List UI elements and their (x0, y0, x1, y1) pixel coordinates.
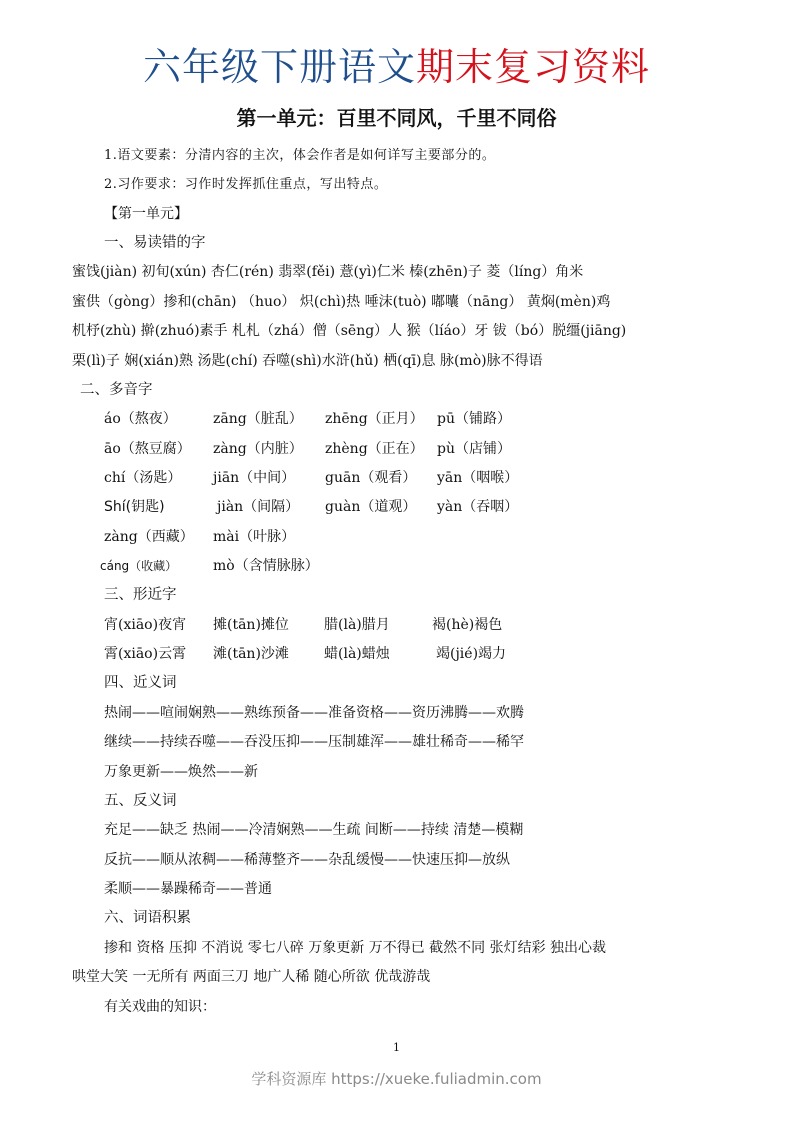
vocabulary-line: 哄堂大笑 一无所有 两面三刀 地广人稀 随心所欲 优哉游哉 (72, 969, 431, 985)
misread-line: 栗(lì)子 娴(xián)熟 汤匙(chí) 吞噬(shì)水浒(hǔ) 栖(qī)息 脉(mò)脉不得语 (72, 353, 543, 369)
polyphone-entry: zàng（内脏） (213, 441, 303, 457)
polyphone-row (104, 526, 295, 548)
section-heading-synonyms: 四、近义词 (104, 675, 177, 691)
page-number: 1 (393, 1041, 400, 1054)
polyphone-entry: guàn（道观） (325, 499, 417, 515)
similar-char-entry: 蜡(là)蜡烛 (324, 646, 390, 662)
antonym-line: 充足——缺乏 热闹——冷清娴熟——生疏 间断——持续 清楚—模糊 (104, 822, 524, 838)
similar-char-entry: 竭(jié)竭力 (436, 646, 507, 662)
polyphone-entry: chí（汤匙） (104, 470, 182, 486)
synonym-line: 继续——持续吞噬——吞没压抑——压制雄浑——雄壮稀奇——稀罕 (104, 734, 524, 750)
polyphone-row (104, 438, 511, 460)
polyphone-entry: zāng（脏乱） (213, 411, 303, 427)
section-heading-polyphones: 二、多音字 (80, 382, 153, 398)
polyphone-entry: Shí(钥匙) (104, 499, 165, 515)
synonym-line: 万象更新——焕然——新 (104, 764, 258, 780)
section-heading-antonyms: 五、反义词 (104, 793, 177, 809)
polyphone-entry: zàng（西藏） (104, 529, 194, 545)
requirement-reading: 1.语文要素：分清内容的主次，体会作者是如何详写主要部分的。 (104, 148, 496, 163)
similar-char-entry: 褐(hè)褐色 (432, 617, 503, 633)
section-heading-vocabulary: 六、词语积累 (104, 910, 191, 926)
polyphone-row (104, 467, 518, 489)
polyphone-entry: guān（观看） (325, 470, 417, 486)
polyphone-entry: zhèng（正在） (325, 441, 424, 457)
title-part-review: 期末复习资料 (416, 45, 651, 89)
similar-char-entry: 摊(tān)摊位 (213, 617, 289, 633)
polyphone-entry: áo（熬夜） (104, 411, 177, 427)
requirement-writing: 2.习作要求：习作时发挥抓住重点，写出特点。 (104, 177, 388, 192)
similar-char-entry: 霄(xiāo)云霄 (104, 646, 187, 662)
polyphone-row (100, 555, 319, 577)
unit-subtitle: 第一单元：百里不同风，千里不同俗 (236, 106, 557, 130)
unit-label: 【第一单元】 (104, 206, 188, 222)
section-heading-misread-chars: 一、易读错的字 (104, 235, 206, 251)
section-heading-similar-chars: 三、形近字 (104, 587, 177, 603)
polyphone-row (104, 496, 518, 518)
polyphone-entry: cáng（收藏） (100, 559, 178, 573)
vocabulary-line: 掺和 资格 压抑 不消说 零七八碎 万象更新 万不得已 截然不同 张灯结彩 独出心裁 (104, 940, 607, 956)
similar-char-entry: 宵(xiāo)夜宵 (104, 617, 187, 633)
polyphone-entry: zhēng（正月） (325, 411, 424, 427)
polyphone-entry: mò（含情脉脉） (213, 558, 319, 574)
polyphone-entry: āo（熬豆腐） (104, 441, 191, 457)
misread-line: 蜜饯(jiàn) 初旬(xún) 杏仁(rén) 翡翠(fěi) 薏(yì)仁米 榛(zhēn)子 菱（líng）角米 (72, 264, 584, 280)
footer-source: 学科资源库 https://xueke.fuliadmin.com (251, 1070, 542, 1088)
polyphone-entry: jiàn（间隔） (217, 499, 300, 515)
similar-char-row (104, 614, 502, 636)
antonym-line: 柔顺——暴躁稀奇——普通 (104, 881, 272, 897)
polyphone-row (104, 408, 511, 430)
polyphone-entry: yàn（吞咽） (437, 499, 519, 515)
similar-char-entry: 腊(là)腊月 (324, 617, 390, 633)
antonym-line: 反抗——顺从浓稠——稀薄整齐——杂乱缓慢——快速压抑—放纵 (104, 852, 510, 868)
synonym-line: 热闹——喧闹娴熟——熟练预备——准备资格——资历沸腾——欢腾 (104, 705, 524, 721)
similar-char-entry: 滩(tān)沙滩 (213, 646, 289, 662)
polyphone-entry: jiān（中间） (213, 470, 296, 486)
misread-line: 蜜供（gòng）掺和(chān) （huo） 炽(chì)热 唾沫(tuò) 嘟囔（nāng） 黄焖(mèn)鸡 (72, 294, 611, 310)
polyphone-entry: pù（店铺） (437, 441, 511, 457)
misread-line: 机杼(zhù) 擀(zhuó)素手 札札（zhá）僧（sēng）人 猴（líáo）牙 钹（bó）脱缰(jiāng) (72, 323, 627, 339)
similar-char-row (104, 643, 506, 665)
polyphone-entry: pū（铺路） (437, 411, 511, 427)
polyphone-entry: mài（叶脉） (213, 529, 296, 545)
opera-knowledge-label: 有关戏曲的知识： (104, 999, 216, 1015)
document-title (0, 42, 793, 92)
title-part-grade: 六年级下册语文 (142, 45, 416, 89)
polyphone-entry: yān（咽喉） (437, 470, 519, 486)
